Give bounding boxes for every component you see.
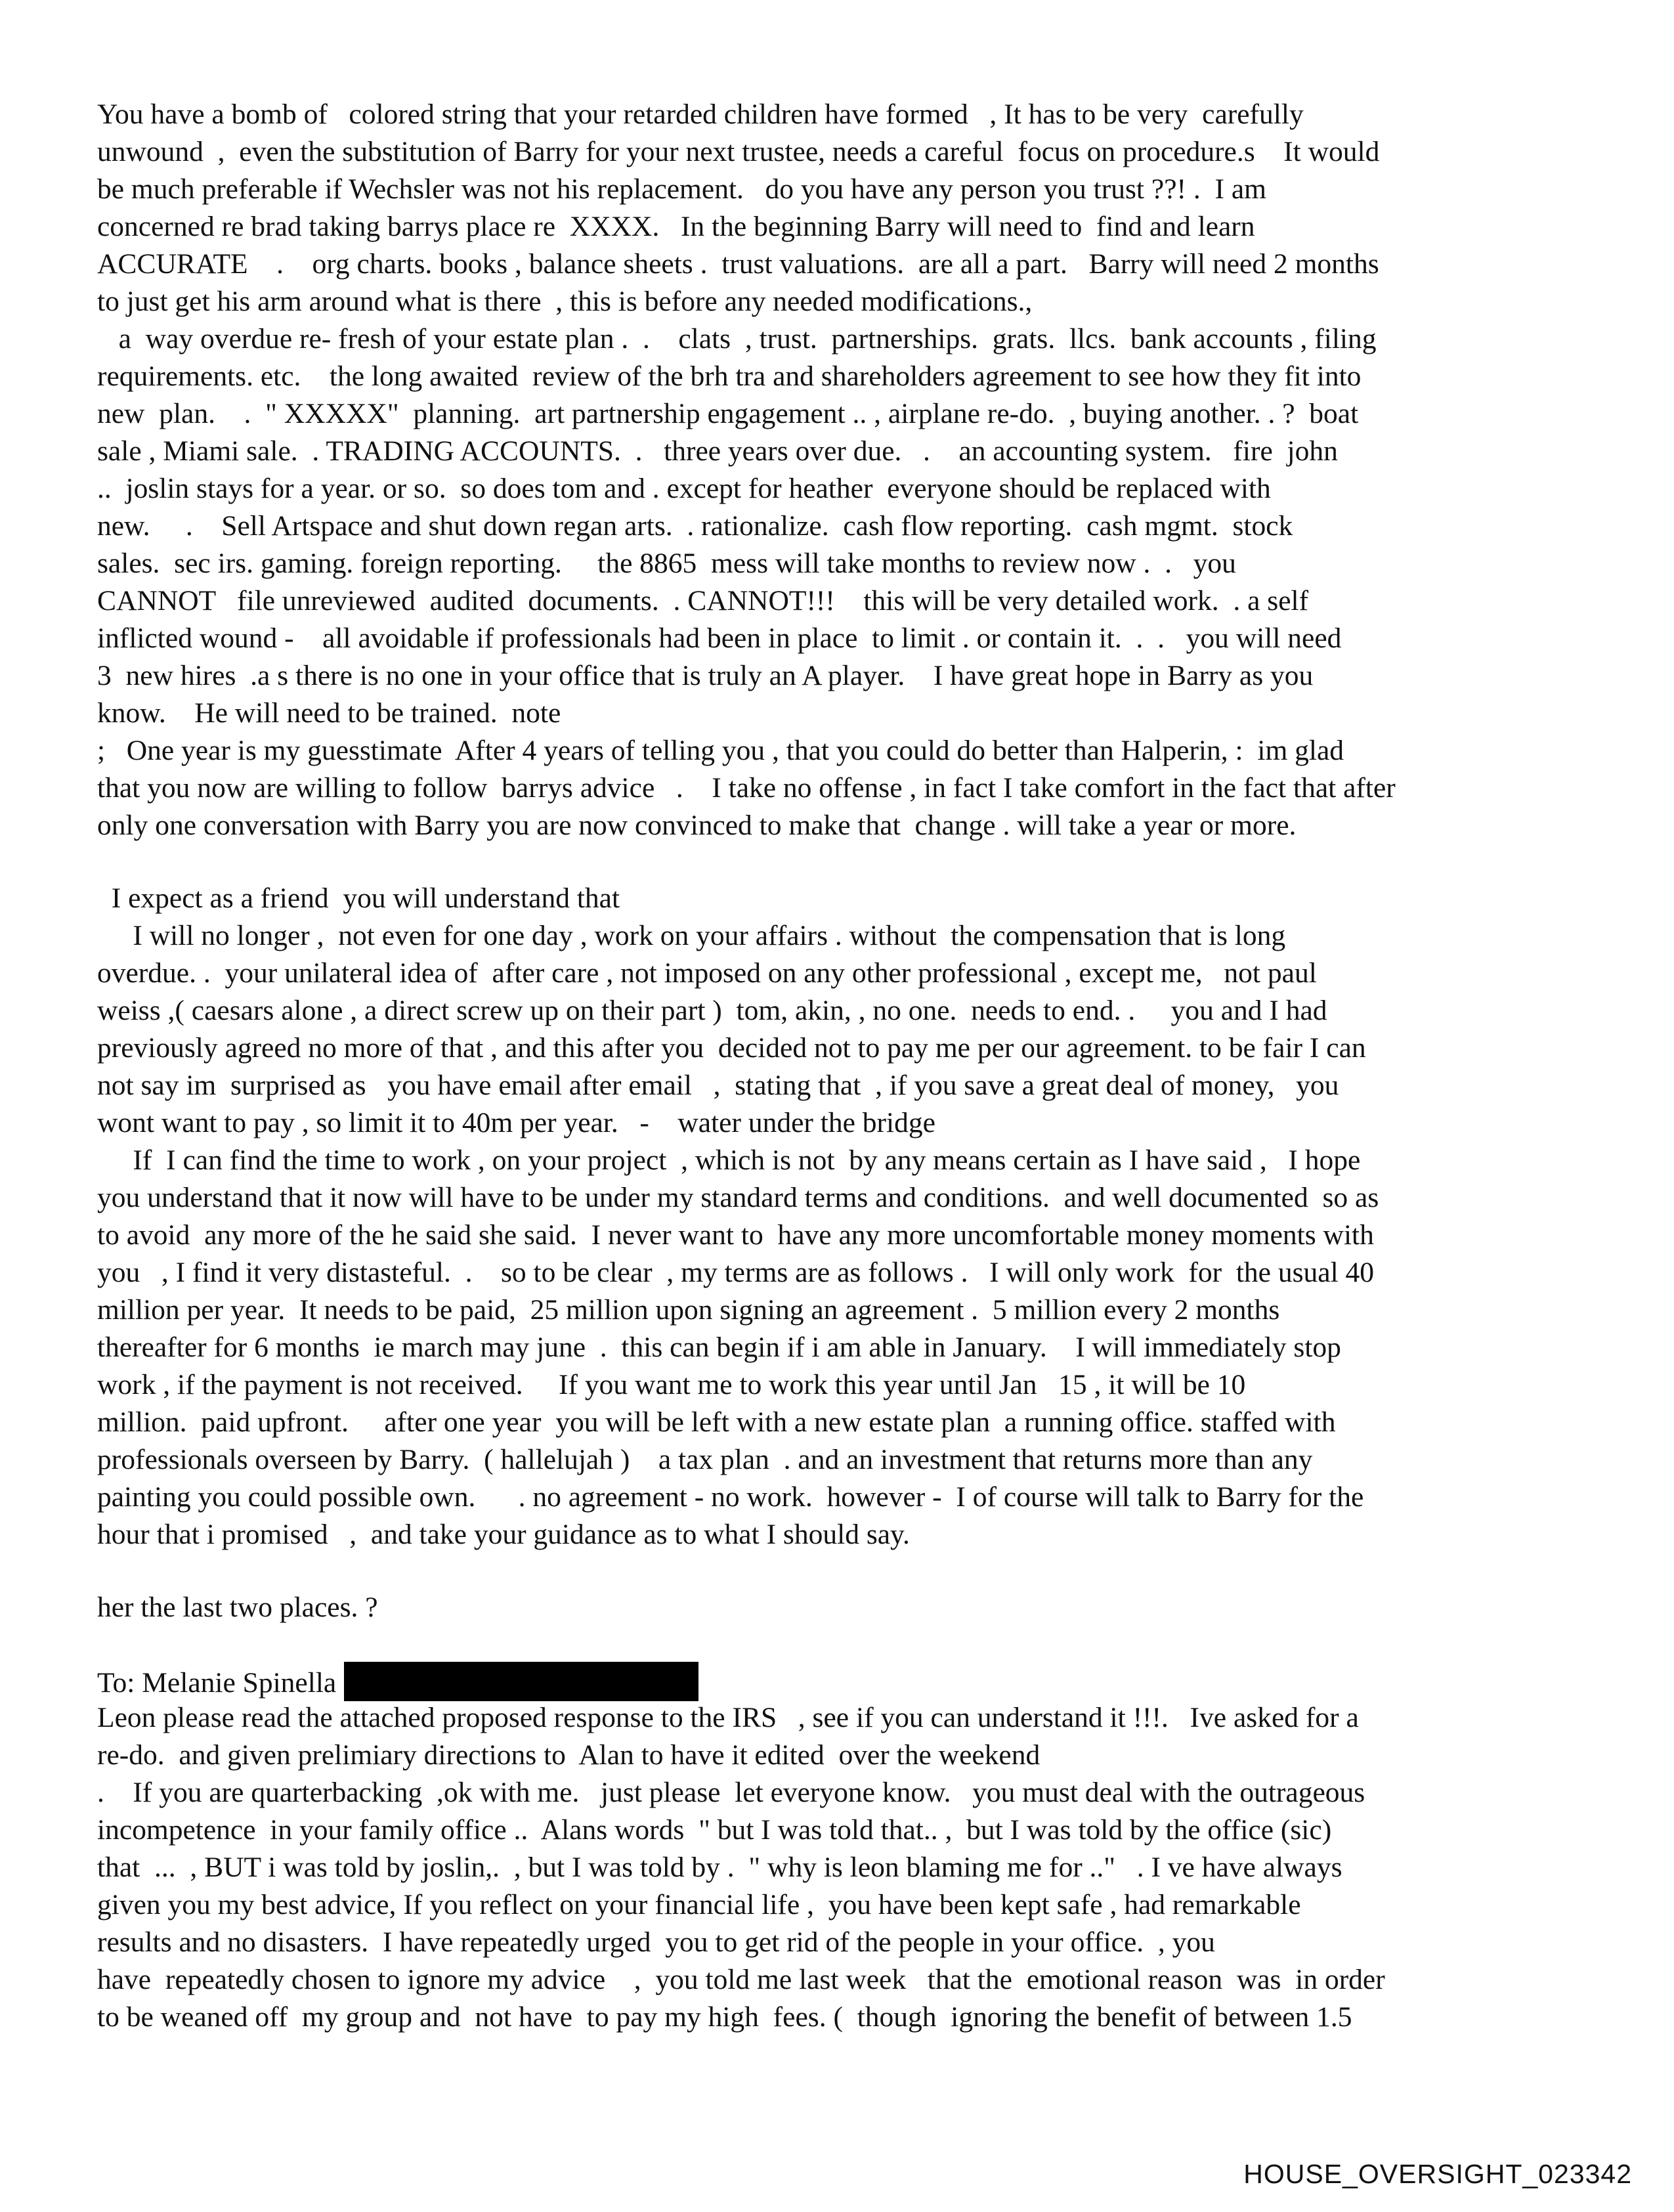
text-line: re-do. and given prelimiary directions to Alan to have it edited over the weekend <box>97 1739 1041 1771</box>
text-line: million. paid upfront. after one year you will be left with a new estate plan a running office. staffed with <box>97 1406 1336 1438</box>
text-line: hour that i promised , and take your guidance as to what I should say. <box>97 1519 910 1550</box>
letter-body <box>97 96 1581 2036</box>
text-line: to be weaned off my group and not have to pay my high fees. ( though ignoring the benefit of between 1.5 <box>97 2001 1352 2033</box>
text-line: concerned re brad taking barrys place re XXXX. In the beginning Barry will need to find and learn <box>97 211 1255 242</box>
text-line: work , if the payment is not received. If you want me to work this year until Jan 15 , it will be 10 <box>97 1369 1246 1400</box>
redaction-block <box>344 1662 698 1701</box>
text-line: previously agreed no more of that , and this after you decided not to pay me per our agreement. to be fair I can <box>97 1032 1366 1064</box>
bates-number: HOUSE_OVERSIGHT_023342 <box>1243 2159 1632 2189</box>
paragraph-gap <box>97 1626 1581 1662</box>
text-line: If I can find the time to work , on your project , which is not by any means certain as I have said , I hope <box>97 1144 1361 1176</box>
text-line: her the last two places. ? <box>97 1592 378 1623</box>
text-line: Leon please read the attached proposed response to the IRS , see if you can understand it !!!. Ive asked for a <box>97 1702 1359 1733</box>
text-line: new plan. . " XXXXX" planning. art partnership engagement .. , airplane re-do. , buying another. . ? boat <box>97 398 1359 429</box>
text-line: have repeatedly chosen to ignore my advice , you told me last week that the emotional reason was in order <box>97 1964 1385 1995</box>
text-line: requirements. etc. the long awaited review of the brh tra and shareholders agreement to see how they fit into <box>97 360 1362 392</box>
text-line: that ... , BUT i was told by joslin,. , but I was told by . " why is leon blaming me for .." . I ve have always <box>97 1852 1342 1883</box>
paragraph-estate-work <box>97 96 1581 844</box>
text-line: you understand that it now will have to be under my standard terms and conditions. and well documented so as <box>97 1182 1379 1213</box>
paragraph-irs-response <box>97 1699 1581 2036</box>
text-line: that you now are willing to follow barrys advice . I take no offense , in fact I take comfort in the fact that after <box>97 772 1396 804</box>
recipient-name: To: Melanie Spinella <box>97 1667 337 1699</box>
text-line: to avoid any more of the he said she said. I never want to have any more uncomfortable money moments with <box>97 1219 1374 1251</box>
text-line: CANNOT file unreviewed audited documents. . CANNOT!!! this will be very detailed work. . a self <box>97 585 1309 617</box>
text-line: to just get his arm around what is there , this is before any needed modifications., <box>97 286 1033 317</box>
text-line: be much preferable if Wechsler was not his replacement. do you have any person you trust ??! . I am <box>97 173 1266 205</box>
text-line: painting you could possible own. . no agreement - no work. however - I of course will talk to Barry for the <box>97 1481 1364 1513</box>
text-line: not say im surprised as you have email after email , stating that , if you save a great deal of money, you <box>97 1070 1339 1101</box>
text-line: inflicted wound - all avoidable if professionals had been in place to limit . or contain it. . . you will need <box>97 622 1342 654</box>
text-line: know. He will need to be trained. note <box>97 697 561 729</box>
text-line: sale , Miami sale. . TRADING ACCOUNTS. . three years over due. . an accounting system. fire john <box>97 435 1338 467</box>
text-line: million per year. It needs to be paid, 25 million upon signing an agreement . 5 million every 2 months <box>97 1294 1280 1326</box>
text-line: wont want to pay , so limit it to 40m per year. - water under the bridge <box>97 1107 935 1139</box>
text-line: sales. sec irs. gaming. foreign reporting. the 8865 mess will take months to review now . . you <box>97 548 1236 579</box>
paragraph-compensation-terms <box>97 880 1581 1553</box>
text-line: You have a bomb of colored string that your retarded children have formed , It has to be very carefully <box>97 98 1304 130</box>
text-line: . If you are quarterbacking ,ok with me. just please let everyone know. you must deal with the outrageous <box>97 1777 1365 1808</box>
text-line: incompetence in your family office .. Alans words " but I was told that.. , but I was told by the office (sic) <box>97 1814 1332 1846</box>
text-line: given you my best advice, If you reflect on your financial life , you have been kept safe , had remarkable <box>97 1889 1301 1920</box>
text-line: .. joslin stays for a year. or so. so does tom and . except for heather everyone should be replaced with <box>97 473 1271 504</box>
text-line: ; One year is my guesstimate After 4 years of telling you , that you could do better than Halperin, : im glad <box>97 735 1344 766</box>
email-header <box>97 1662 1581 1699</box>
text-line: new. . Sell Artspace and shut down regan arts. . rationalize. cash flow reporting. cash mgmt. stock <box>97 510 1293 542</box>
paragraph-last-two-places <box>97 1589 1581 1626</box>
paragraph-gap <box>97 1553 1581 1589</box>
text-line: overdue. . your unilateral idea of after care , not imposed on any other professional , except me, not paul <box>97 957 1317 989</box>
text-line: weiss ,( caesars alone , a direct screw up on their part ) tom, akin, , no one. needs to end. . you and I had <box>97 995 1327 1026</box>
text-line: professionals overseen by Barry. ( hallelujah ) a tax plan . and an investment that returns more than any <box>97 1444 1313 1475</box>
text-line: I will no longer , not even for one day , work on your affairs . without the compensation that is long <box>97 920 1286 951</box>
text-line: only one conversation with Barry you are now convinced to make that change . will take a year or more. <box>97 810 1297 841</box>
text-line: unwound , even the substitution of Barry for your next trustee, needs a careful focus on procedure.s It would <box>97 136 1380 167</box>
text-line: results and no disasters. I have repeatedly urged you to get rid of the people in your office. , you <box>97 1926 1215 1958</box>
to-line <box>97 1662 1581 1699</box>
text-line: thereafter for 6 months ie march may june . this can begin if i am able in January. I will immediately stop <box>97 1332 1341 1363</box>
text-line: ACCURATE . org charts. books , balance sheets . trust valuations. are all a part. Barry will need 2 months <box>97 248 1379 280</box>
text-line: a way overdue re- fresh of your estate plan . . clats , trust. partnerships. grats. llcs. bank accounts , filing <box>97 323 1377 355</box>
text-line: 3 new hires .a s there is no one in your office that is truly an A player. I have great hope in Barry as you <box>97 660 1314 691</box>
text-line: I expect as a friend you will understand that <box>97 882 620 914</box>
text-line: you , I find it very distasteful. . so to be clear , my terms are as follows . I will only work for the usual 40 <box>97 1257 1375 1288</box>
paragraph-gap <box>97 844 1581 880</box>
